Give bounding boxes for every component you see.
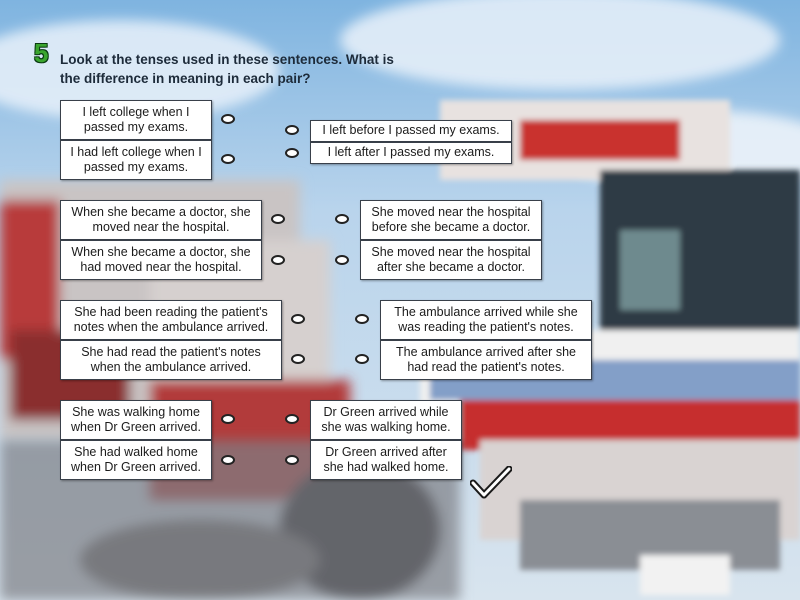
meaning-box-right[interactable]: She moved near the hospital after she became a doctor.: [360, 240, 542, 280]
sentence-box-left[interactable]: She was walking home when Dr Green arrived.: [60, 400, 212, 440]
match-dot-left[interactable]: [221, 455, 235, 465]
sentence-box-left[interactable]: When she became a doctor, she moved near the hospital.: [60, 200, 262, 240]
meaning-box-right[interactable]: She moved near the hospital before she became a doctor.: [360, 200, 542, 240]
meaning-box-right[interactable]: The ambulance arrived after she had read the patient's notes.: [380, 340, 592, 380]
match-dot-left[interactable]: [221, 414, 235, 424]
exercise-instruction: Look at the tenses used in these sentences. What is the difference in meaning in each pair?: [60, 52, 394, 86]
match-dot-left[interactable]: [221, 154, 235, 164]
checkmark-icon[interactable]: [470, 466, 512, 500]
meaning-box-right[interactable]: Dr Green arrived after she had walked home.: [310, 440, 462, 480]
match-dot-right[interactable]: [285, 455, 299, 465]
match-dot-left[interactable]: [271, 255, 285, 265]
meaning-box-right[interactable]: I left after I passed my exams.: [310, 142, 512, 164]
match-dot-right[interactable]: [285, 414, 299, 424]
meaning-box-right[interactable]: I left before I passed my exams.: [310, 120, 512, 142]
sentence-box-left[interactable]: When she became a doctor, she had moved near the hospital.: [60, 240, 262, 280]
match-dot-right[interactable]: [355, 354, 369, 364]
match-dot-right[interactable]: [355, 314, 369, 324]
match-dot-left[interactable]: [221, 114, 235, 124]
sentence-box-left[interactable]: I left college when I passed my exams.: [60, 100, 212, 140]
exercise-number: 5: [34, 38, 49, 68]
meaning-box-right[interactable]: The ambulance arrived while she was reading the patient's notes.: [380, 300, 592, 340]
match-dot-right[interactable]: [335, 255, 349, 265]
sentence-box-left[interactable]: She had read the patient's notes when the ambulance arrived.: [60, 340, 282, 380]
sentence-box-left[interactable]: She had walked home when Dr Green arrived.: [60, 440, 212, 480]
sentence-box-left[interactable]: She had been reading the patient's notes when the ambulance arrived.: [60, 300, 282, 340]
match-dot-right[interactable]: [335, 214, 349, 224]
meaning-box-right[interactable]: Dr Green arrived while she was walking home.: [310, 400, 462, 440]
match-dot-right[interactable]: [285, 148, 299, 158]
match-dot-right[interactable]: [285, 125, 299, 135]
match-dot-left[interactable]: [291, 314, 305, 324]
match-dot-left[interactable]: [271, 214, 285, 224]
match-dot-left[interactable]: [291, 354, 305, 364]
sentence-box-left[interactable]: I had left college when I passed my exams.: [60, 140, 212, 180]
